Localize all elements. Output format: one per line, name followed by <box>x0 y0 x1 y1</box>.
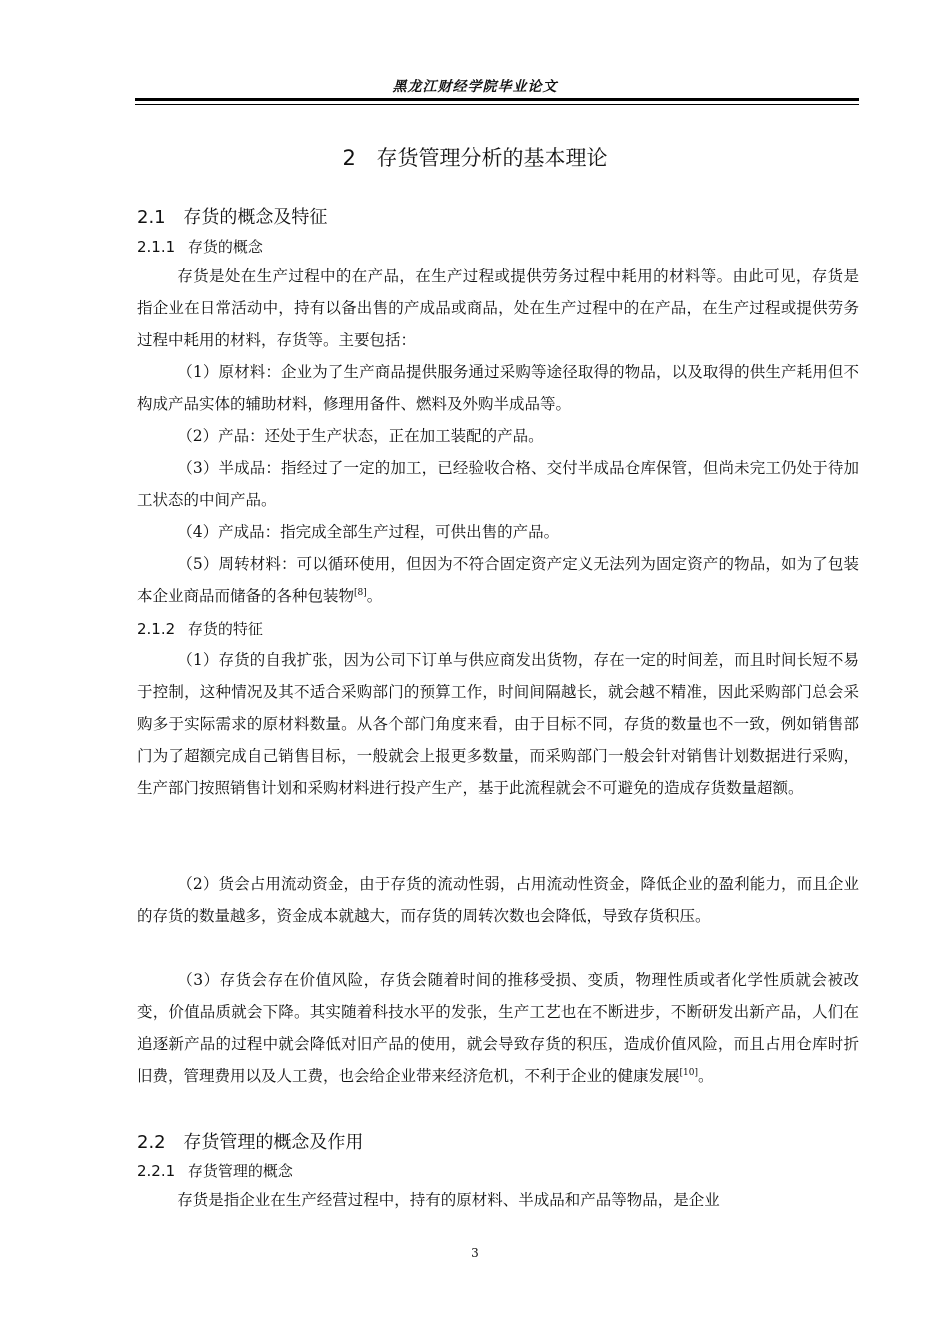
list-item-turnover-materials <box>137 548 859 612</box>
paragraph-self-expansion: （1）存货的自我扩张，因为公司下订单与供应商发出货物，存在一定的时间差，而且时间长短不易于控制，这种情况及其不适合采购部门的预算工作，时间间隔越长，就会越不精准，因此采购部门总会采购多于实际需求的原材料数量。从各个部门角度来看，由于目标不同，存货的数量也不一致，例如销售部门为了超额完成自己销售目标，一般就会上报更多数量，而采购部门一般会针对销售计划数据进行采购，生产部门按照销售计划和采购材料进行投产生产，基于此流程就会不可避免的造成存货数量超额。 <box>137 651 859 797</box>
sentence-end: 。 <box>698 1067 714 1085</box>
paragraph-inventory-management-concept: 存货是指企业在生产经营过程中，持有的原材料、半成品和产品等物品，是企业 <box>177 1191 720 1209</box>
header-rule-thick <box>135 98 859 101</box>
sentence-end: 。 <box>366 587 383 605</box>
list-item-raw-materials: （1）原材料：企业为了生产商品提供服务通过采购等途径取得的物品，以及取得的供生产耗用但不构成产品实体的辅助材料，修理用备件、燃料及外购半成品等。 <box>137 363 859 413</box>
citation-ref: [8] <box>354 587 367 598</box>
subsection-heading-2-1-2: 2.1.2 存货的特征 <box>137 620 263 638</box>
page-number: 3 <box>471 1246 479 1260</box>
paragraph-value-risk <box>137 964 859 1092</box>
chapter-title: 2 存货管理分析的基本理论 <box>342 146 608 170</box>
list-item-semi-finished: （3）半成品：指经过了一定的加工，已经验收合格、交付半成品仓库保管，但尚未完工仍处于待加工状态的中间产品。 <box>137 459 859 509</box>
citation-ref: [10] <box>679 1067 698 1078</box>
subsection-heading-2-2-1: 2.2.1 存货管理的概念 <box>137 1162 293 1180</box>
subsection-heading-2-1-1: 2.1.1 存货的概念 <box>137 238 263 256</box>
paragraph-working-capital: （2）货会占用流动资金，由于存货的流动性弱，占用流动性资金，降低企业的盈利能力，而且企业的存货的数量越多，资金成本就越大，而存货的周转次数也会降低，导致存货积压。 <box>137 875 859 925</box>
list-item-products: （2）产品：还处于生产状态，正在加工装配的产品。 <box>177 427 544 445</box>
paragraph-value-risk-text: （3）存货会存在价值风险，存货会随着时间的推移受损、变质，物理性质或者化学性质就会被改变，价值品质就会下降。其实随着科技水平的发张，生产工艺也在不断进步，不断研发出新产品，人们在追逐新产品的过程中就会降低对旧产品的使用，就会导致存货的积压，造成价值风险，而且占用仓库时折旧费，管理费用以及人工费，也会给企业带来经济危机，不利于企业的健康发展 <box>137 971 859 1085</box>
header-rule-thin <box>135 104 859 105</box>
running-header: 黑龙江财经学院毕业论文 <box>392 79 558 95</box>
section-heading-2-1: 2.1 存货的概念及特征 <box>137 207 328 228</box>
paragraph-inventory-concept: 存货是处在生产过程中的在产品，在生产过程或提供劳务过程中耗用的材料等。由此可见，存货是指企业在日常活动中，持有以备出售的产成品或商品，处在生产过程中的在产品，在生产过程或提供劳务过程中耗用的材料，存货等。主要包括： <box>137 267 859 349</box>
list-item-finished-goods: （4）产成品：指完成全部生产过程，可供出售的产品。 <box>177 523 560 541</box>
section-heading-2-2: 2.2 存货管理的概念及作用 <box>137 1132 364 1153</box>
list-item-turnover-text: （5）周转材料：可以循环使用，但因为不符合固定资产定义无法列为固定资产的物品，如为了包装本企业商品而储备的各种包装物 <box>137 555 859 605</box>
